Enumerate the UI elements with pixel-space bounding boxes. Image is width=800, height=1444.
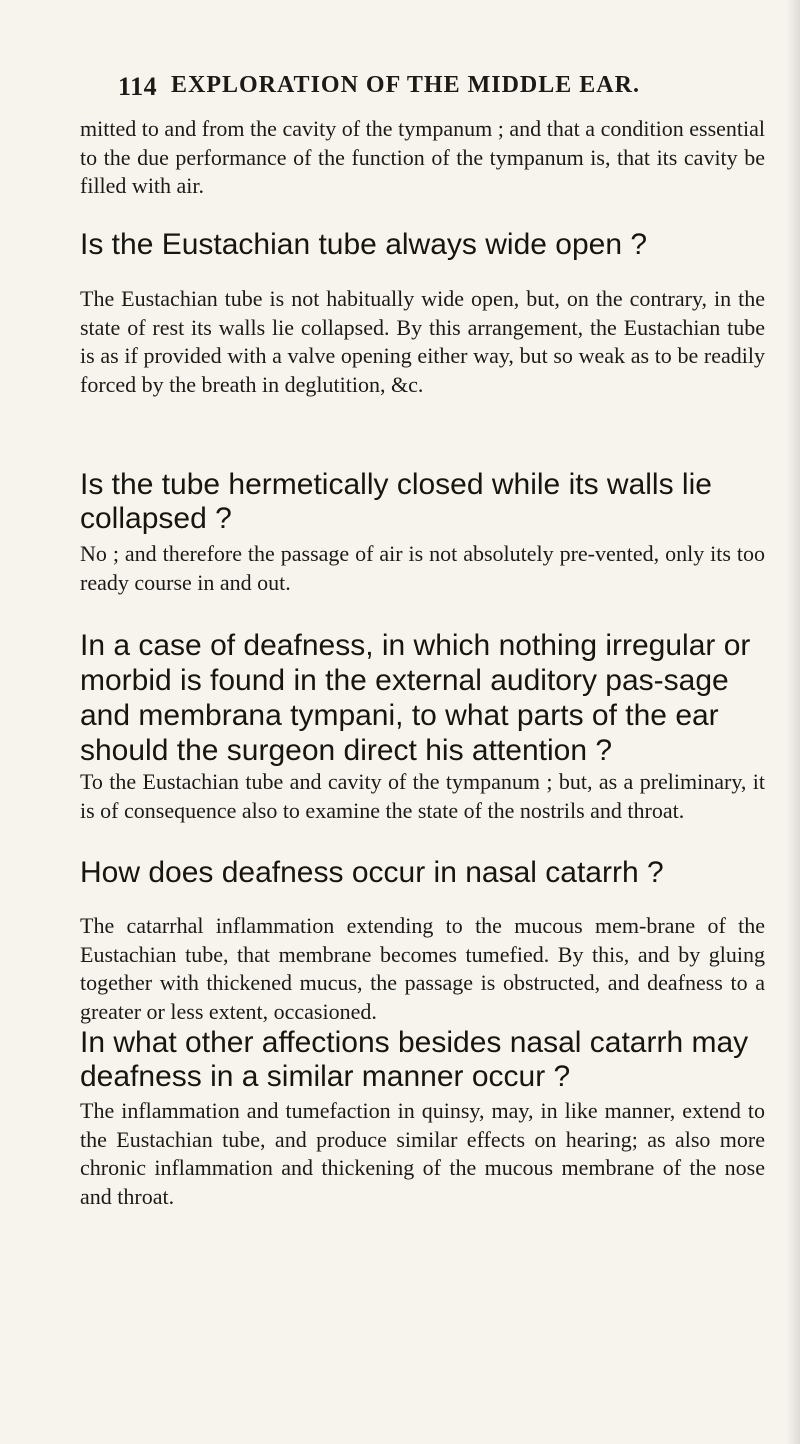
continuation-paragraph: mitted to and from the cavity of the tympanum ; and that a condition essential to the due performance of the function of the tympanum is, that its cavity be filled with air. [80,116,765,199]
answer-eustachian-open: The Eustachian tube is not habitually wide open, but, on the contrary, in the state of rest its walls lie collapsed. By this arrangement, the Eustachian tube is as if provided with a valve opening either way, but so weak as to be readily forced by the breath in deglutition, &c. [80,286,765,397]
page-edge-shadow [786,0,800,1444]
question-eustachian-open: Is the Eustachian tube always wide open ? [80,228,648,261]
answer-other-affections: The inflammation and tumefaction in quinsy, may, in like manner, extend to the Eustachian tube, and produce similar effects on hearing; as also more chronic inflammation and thickening of the mucous membrane of the nose and throat. [80,1098,765,1209]
question-other-affections: In what other affections besides nasal catarrh may deafness in a similar manner occur ? [80,1026,749,1093]
answer-nasal-catarrh: The catarrhal inflammation extending to the mucous mem-brane of the Eustachian tube, that membrane becomes tumefied. By this, and by gluing together with thickened mucus, the passage is obstructed, and deafness to a greater or less extent, occasioned. [80,913,765,1024]
question-hermetically-closed: Is the tube hermetically closed while its walls lie collapsed ? [80,468,712,535]
page-number: 114 [118,72,158,101]
question-nasal-catarrh: How does deafness occur in nasal catarrh ? [80,856,664,889]
question-surgeon-attention: In a case of deafness, in which nothing irregular or morbid is found in the external auditory pas-sage and membrana tympani, to what parts of the ear should the surgeon direct his attention ? [80,629,751,767]
answer-hermetically-closed: No ; and therefore the passage of air is not absolutely pre-vented, only its too ready course in and out. [80,541,765,595]
running-title: EXPLORATION OF THE MIDDLE EAR. [171,72,640,98]
answer-surgeon-attention: To the Eustachian tube and cavity of the tympanum ; but, as a preliminary, it is of consequence also to examine the state of the nostrils and throat. [80,769,765,823]
running-head [0,72,800,112]
